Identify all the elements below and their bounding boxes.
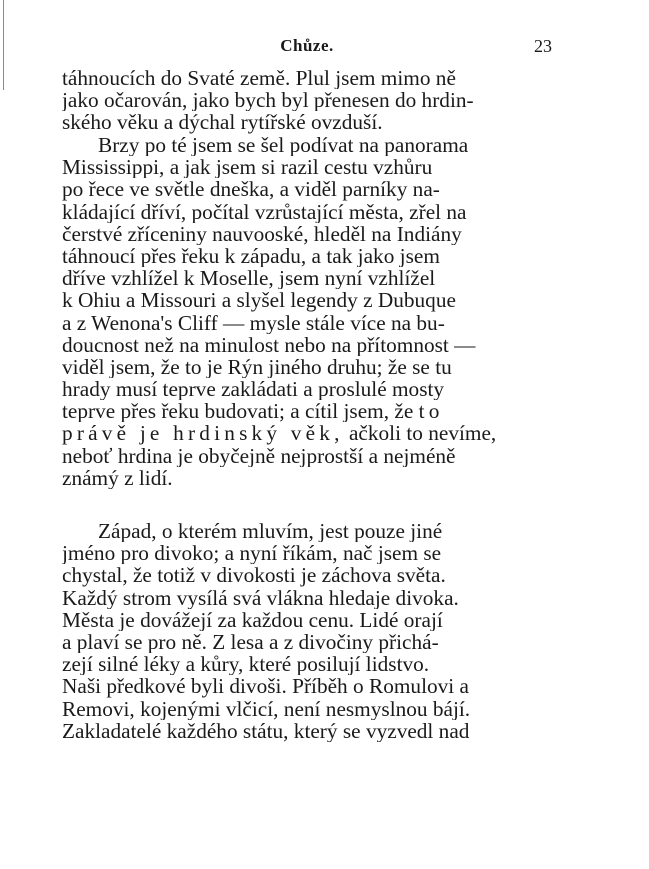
text-line: kládající dříví, počítal vzrůstající města, zřel na [62, 200, 467, 223]
text-line: táhnoucích do Svaté země. Plul jsem mimo ně [62, 67, 456, 90]
text-line: známý z lidí. [62, 466, 173, 489]
paragraph-2 [62, 134, 554, 489]
text-line: Brzy po té jsem se šel podívat na panorama [98, 134, 469, 157]
text-line: po řece ve světle dneška, a viděl parníky na- [62, 178, 440, 201]
text-line: Města je dovážejí za každou cenu. Lidé orají [62, 608, 443, 631]
text-line [62, 400, 554, 422]
text-line: neboť hrdina je obyčejně nejprostší a nejméně [62, 444, 456, 467]
paragraph-1 [62, 67, 554, 134]
page-number: 23 [534, 36, 552, 56]
text-line: Západ, o kterém mluvím, jest pouze jiné [98, 520, 443, 543]
text-line: viděl jsem, že to je Rýn jiného druhu; že se tu [62, 355, 452, 379]
page-header [62, 36, 552, 58]
text-line: k Ohiu a Missouri a slyšel legendy z Dubuque [62, 289, 456, 312]
text-line: Každý strom vysílá svá vlákna hledaje divoka. [62, 586, 459, 609]
text-line: Mississippi, a jak jsem si razil cestu vzhůru [62, 156, 433, 179]
text-line: a plaví se pro ně. Z lesa a z divočiny přichá- [62, 630, 439, 654]
text-segment: teprve přes řeku budovati; a cítil jsem, že [62, 400, 419, 423]
text-line: ského věku a dýchal rytířské ovzduší. [62, 111, 383, 134]
text-line: Removi, kojenými vlčicí, není nesmyslnou bájí. [62, 697, 471, 720]
text-line: čerstvé zříceniny nauvooské, hleděl na Indiány [62, 222, 462, 245]
text-line: Zakladatelé každého státu, který se vyzvedl nad [62, 719, 470, 742]
text-line: dříve vzhlížel k Moselle, jsem nyní vzhlížel [62, 267, 436, 290]
text-line: chystal, že totiž v divokosti je záchova světa. [62, 564, 446, 587]
emphasized-text: to [418, 400, 444, 423]
text-line: doucnost než na minulost nebo na přítomnost — [62, 333, 476, 356]
running-title: Chůze. [280, 36, 334, 55]
paragraph-3 [62, 520, 554, 742]
text-segment: ačkoli to nevíme, [343, 422, 497, 445]
text-line: zejí silné léky a kůry, které posilují lidstvo. [62, 653, 430, 676]
text-line: jméno pro divoko; a nyní říkám, nač jsem se [62, 542, 442, 565]
text-line: a z Wenona's Cliff — mysle stále více na bu- [62, 311, 445, 334]
text-line: táhnoucí přes řeku k západu, a tak jako jsem [62, 244, 440, 268]
text-line: hrady musí teprve zakládati a proslulé mosty [62, 378, 445, 401]
page-edge-line [3, 0, 4, 90]
text-line: jako očarován, jako bych byl přenesen do hrdin- [62, 89, 474, 112]
text-line [62, 422, 554, 444]
emphasized-text: právě je hrdinský věk, [62, 422, 344, 445]
text-line: Naši předkové byli divoši. Příběh o Romulovi a [62, 675, 469, 698]
